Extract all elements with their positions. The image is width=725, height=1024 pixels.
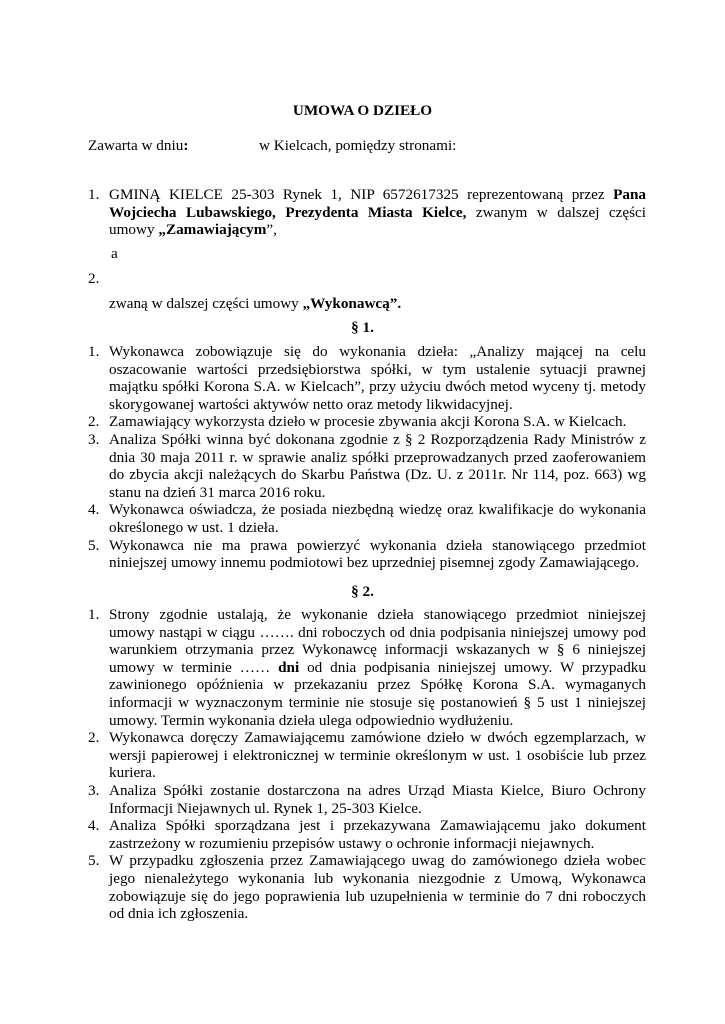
item-text: Zamawiający wykorzysta dzieło w procesie zbywania akcji Korona S.A. w Kielcach. <box>109 413 627 431</box>
item-text: Wykonawca zobowiązuje się do wykonania dzieła: „Analizy mającej na celu oszacowanie wartości przedsiębiorstwa spółki, w tym ustalenie sytuacji prawnej majątku spółki Korona S.A. w Kielcach”, przy użyciu dwóch metod wyceny tj. metody skorygowanej wartości aktywów netto oraz metody likwidacyjnej. <box>109 343 646 413</box>
section-2-list <box>88 606 646 923</box>
item-bold: dni <box>278 658 300 676</box>
item-text-a: Strony zgodnie ustalają, że wykonanie dzieła stanowiącego przedmiot niniejszej umowy nastąpi w ciągu ……. dni roboczych od dnia podpisania niniejszej umowy pod warunkiem otrzymania przez Wykonawcę informacji wskazanych w § 6 niniejszej umowy w terminie …… <box>109 606 646 676</box>
item-number: 3. <box>88 781 100 799</box>
party-1-text-c: ”, <box>266 221 277 239</box>
party-2-text <box>109 295 401 313</box>
item-number: 1. <box>88 343 100 360</box>
date-label: Zawarta w dniu <box>88 137 184 154</box>
section-2-heading: § 2. <box>351 583 374 600</box>
party-1-text <box>109 186 646 239</box>
party-1-text-a: GMINĄ KIELCE 25-303 Rynek 1, NIP 6572617325 reprezentowaną przez <box>109 186 614 203</box>
list-item <box>88 782 646 817</box>
document-title: UMOWA O DZIEŁO <box>292 102 433 119</box>
item-number: 4. <box>88 501 100 519</box>
list-item <box>88 431 646 501</box>
item-text: Wykonawca doręczy Zamawiającemu zamówione dzieło w dwóch egzemplarzach, w wersji papierowej i elektronicznej w terminie określonym w ust. 1 osobiście lub przez kuriera. <box>109 729 646 782</box>
section-2-item <box>88 606 646 729</box>
item-text: Analiza Spółki winna być dokonana zgodnie z § 2 Rozporządzenia Rady Ministrów z dnia 30 maja 2011 r. w sprawie analiz spółki przeprowadzanych przed zaoferowaniem do zbycia akcji należących do Skarbu Państwa (Dz. U. z 2011r. Nr 114, poz. 663) wg stanu na dzień 31 marca 2016 roku. <box>109 430 646 501</box>
place-text: w Kielcach, pomiędzy stronami: <box>259 137 457 154</box>
list-item <box>88 817 646 852</box>
item-number: 2. <box>88 413 100 431</box>
party-2-number: 2. <box>88 270 100 287</box>
item-number: 1. <box>88 606 100 623</box>
item-number: 5. <box>88 536 100 554</box>
item-text: Analiza Spółki sporządzana jest i przekazywana Zamawiającemu jako dokument zastrzeżony w rozumieniu przepisów ustawy o ochronie informacji niejawnych. <box>109 817 646 852</box>
item-text-b: od dnia podpisania niniejszej umowy. W przypadku zawinionego opóźnienia w przekazaniu przez Spółkę Korona S.A. wymaganych informacji w wyznaczonym terminie nie stosuje się postanowień § 5 ust 1 niniejszej umowy. Termin wykonania dzieła ulega odpowiednio wydłużeniu. <box>109 658 646 729</box>
and-word: a <box>111 245 118 262</box>
list-item <box>88 537 646 572</box>
list-item <box>88 413 646 431</box>
party-1-role: „Zamawiającym <box>158 221 267 239</box>
item-text: W przypadku zgłoszenia przez Zamawiającego uwag do zamówionego dzieła wobec jego nienależytego wykonania lub wykonania niezgodnie z Umową, Wykonawca zobowiązuje się do jego poprawienia lub uzupełnienia w terminie do 7 dni roboczych od dnia ich zgłoszenia. <box>109 852 646 923</box>
item-number: 2. <box>88 729 100 747</box>
list-item <box>88 852 646 922</box>
party-2-role: „Wykonawcą”. <box>302 295 402 312</box>
item-text: Analiza Spółki zostanie dostarczona na adres Urząd Miasta Kielce, Biuro Ochrony Informacji Niejawnych ul. Rynek 1, 25-303 Kielce. <box>109 781 646 817</box>
item-text: Wykonawca oświadcza, że posiada niezbędną wiedzę oraz kwalifikacje do wykonania określonego w ust. 1 dzieła. <box>109 501 646 536</box>
item-text: Wykonawca nie ma prawa powierzyć wykonania dzieła stanowiącego przedmiot niniejszej umowy innemu podmiotowi bez uprzedniej pisemnej zgody Zamawiającego. <box>109 536 646 572</box>
list-item <box>88 343 646 413</box>
section-1-list <box>88 343 646 572</box>
party-1-text-b: zwanym w dalszej części umowy <box>109 203 646 239</box>
contract-date-line <box>88 137 688 155</box>
party-2-text-a: zwaną w dalszej części umowy <box>109 295 303 312</box>
party-1 <box>88 186 646 239</box>
section-1-heading: § 1. <box>351 319 374 336</box>
item-number: 3. <box>88 430 100 448</box>
party-1-number: 1. <box>88 186 100 203</box>
list-item <box>88 729 646 782</box>
party-1-representative: Pana Wojciecha Lubawskiego, Prezydenta Miasta Kielce, <box>109 186 646 221</box>
item-number: 5. <box>88 852 100 870</box>
list-item <box>88 501 646 536</box>
date-colon: : <box>183 137 189 154</box>
item-number: 4. <box>88 817 100 835</box>
